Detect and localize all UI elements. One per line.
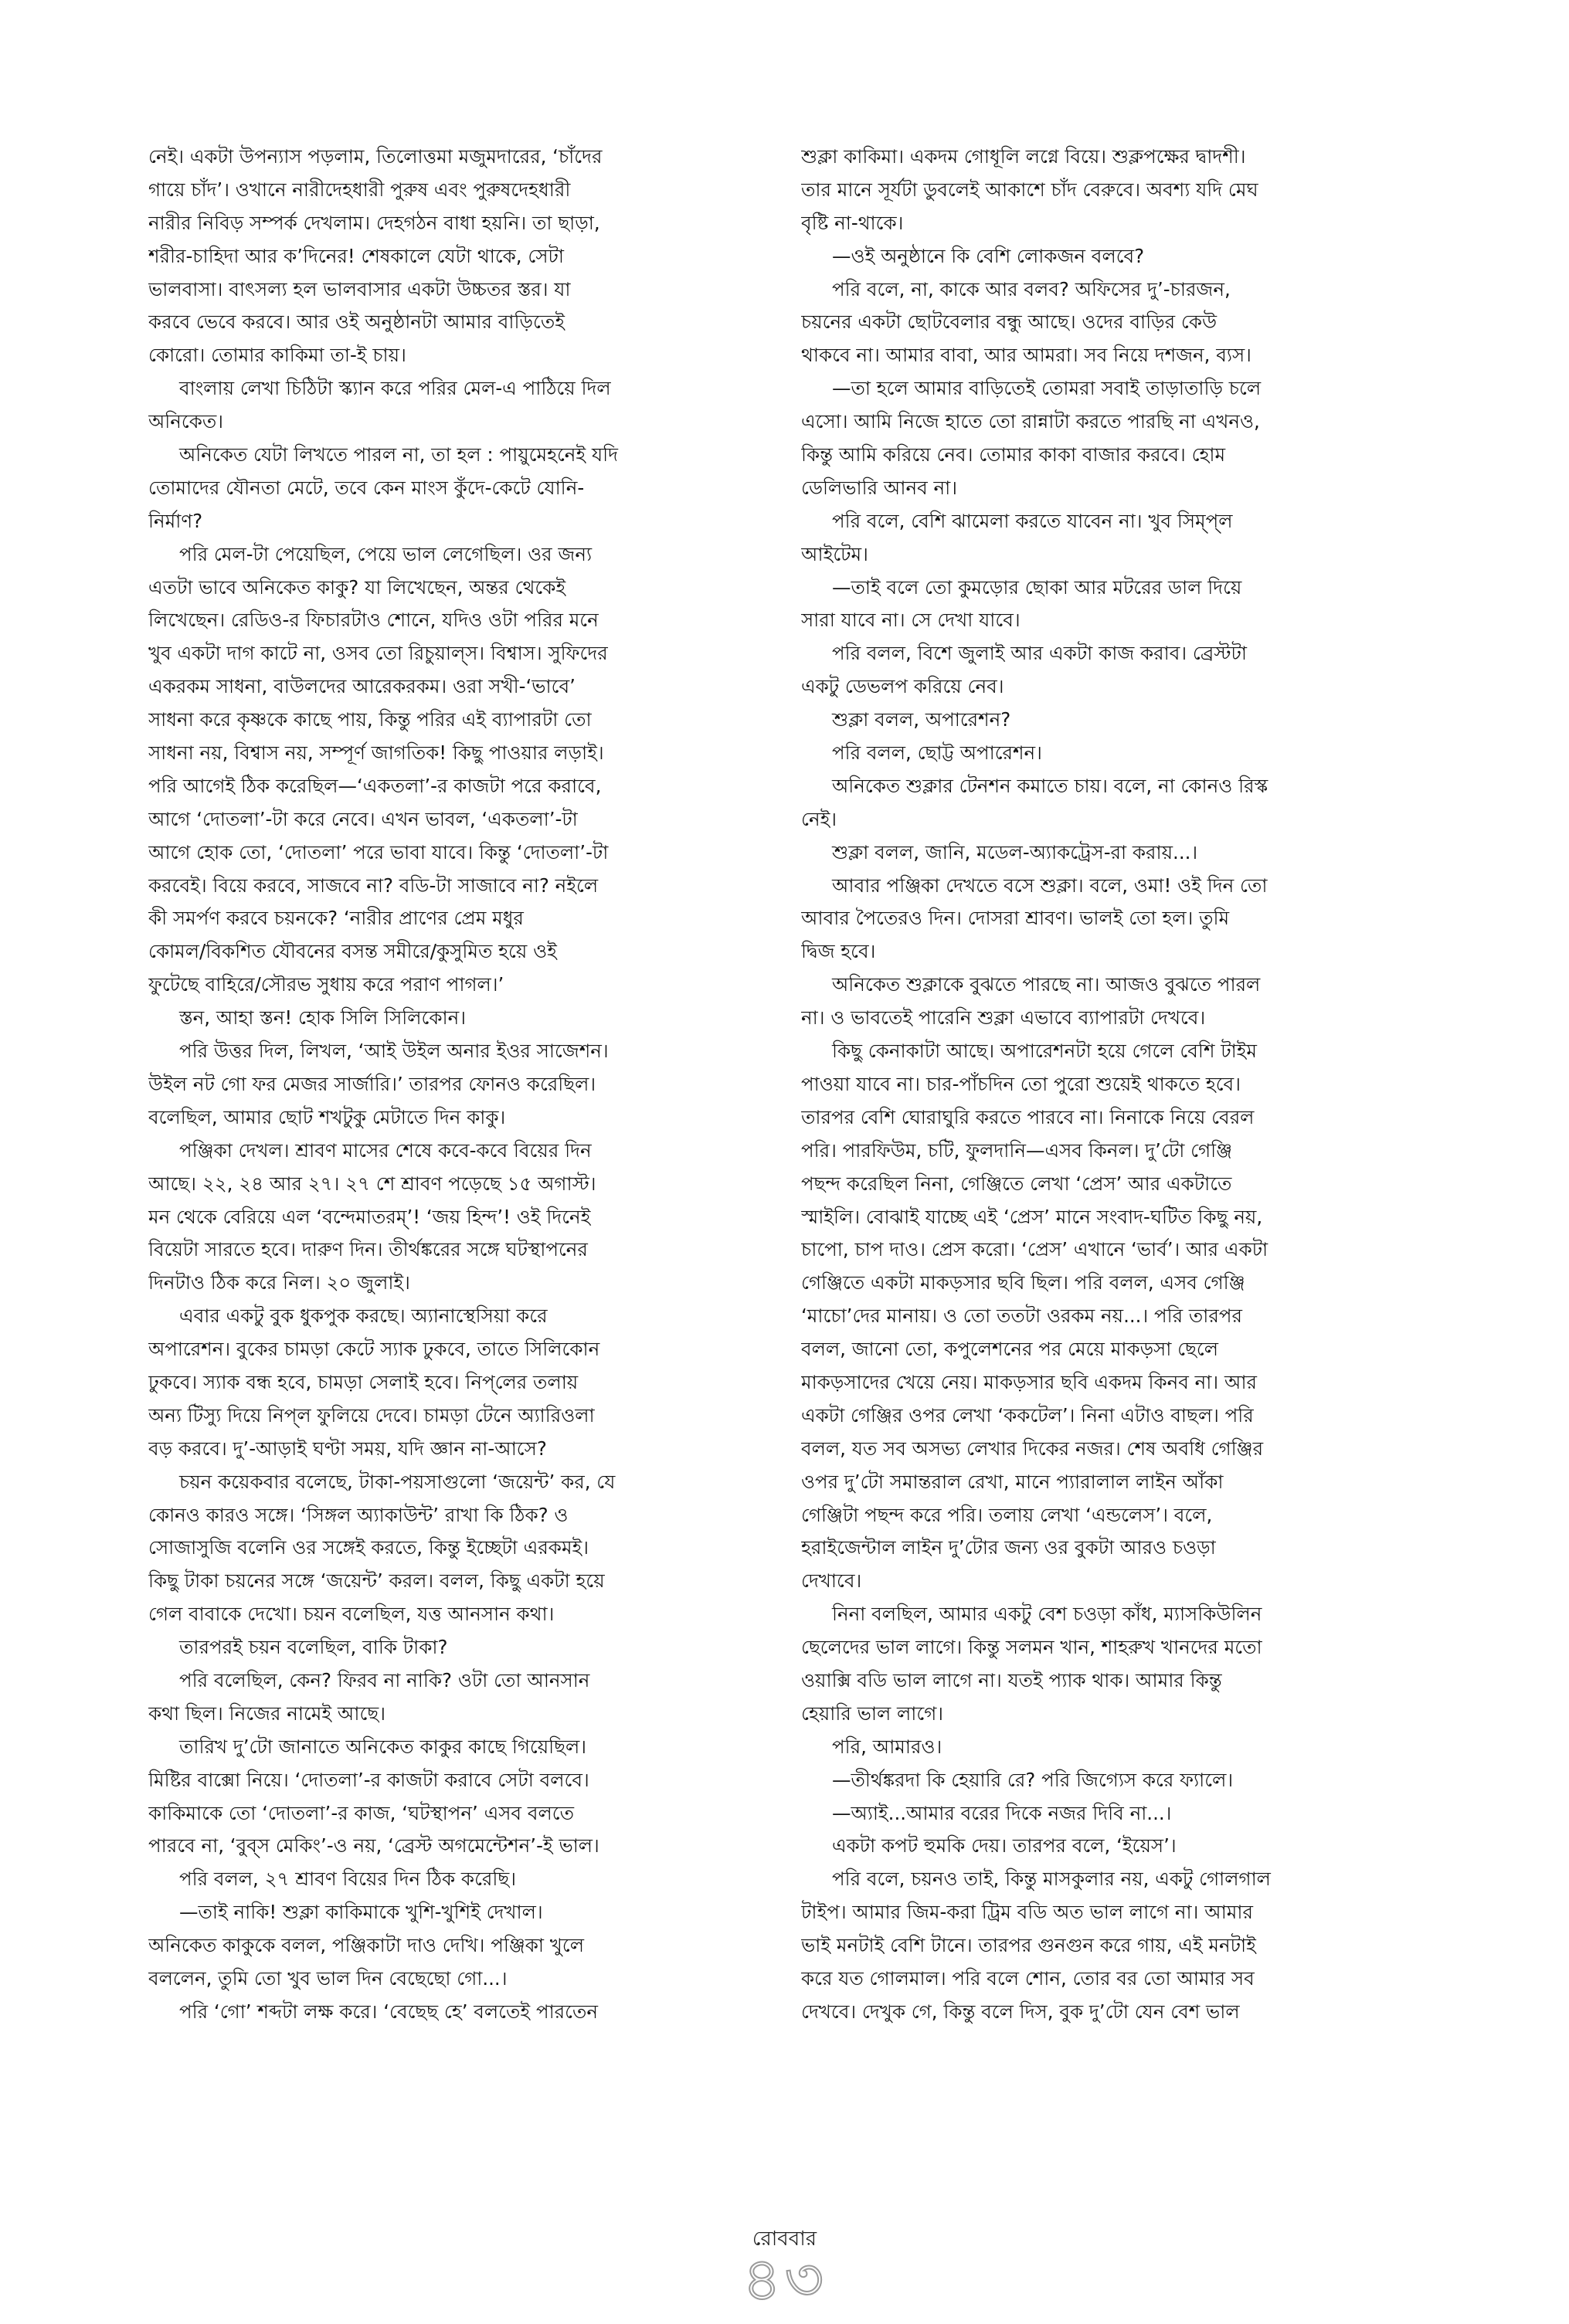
text-line: পরি আগেই ঠিক করেছিল—‘একতলা’-র কাজটা পরে করাবে, [148, 774, 602, 797]
magazine-name: রোববার [752, 2227, 817, 2251]
text-line: পরি বলে, বেশি ঝামেলা করতে যাবেন না। খুব সিম্প্‌ল [832, 509, 1233, 532]
text-line: ওপর দু’টো সমান্তরাল রেখা, মানে প্যারালাল লাইন আঁকা [801, 1470, 1224, 1493]
text-line: করবেই। বিয়ে করবে, সাজবে না? বডি-টা সাজাবে না? নইলে [148, 874, 599, 897]
text-line: পরি। পারফিউম, চটি, ফুলদানি—এসব কিনল। দু’টো গেঞ্জি [801, 1138, 1233, 1162]
text-line: তারপরই চয়ন বলেছিল, বাকি টাকা? [179, 1636, 448, 1659]
left-text-column [148, 141, 735, 2029]
text-line: তার মানে সূর্যটা ডুবলেই আকাশে চাঁদ বেরুবে। অবশ্য যদি মেঘ [801, 178, 1258, 201]
text-line: গেঞ্জিটা পছন্দ করে পরি। তলায় লেখা ‘এন্ডলেস’। বলে, [801, 1503, 1213, 1526]
text-line: চয়নের একটা ছোটবেলার বন্ধু আছে। ওদের বাড়ির কেউ [801, 310, 1218, 334]
text-line: পরি বলে, না, কাকে আর বলব? অফিসের দু’-চারজন, [832, 277, 1231, 300]
text-line: —অ্যাই...আমার বরের দিকে নজর দিবি না...। [832, 1801, 1172, 1824]
text-line: কোমল/বিকশিত যৌবনের বসন্ত সমীরে/কুসুমিত হয়ে ওই [148, 940, 557, 963]
text-line: চাপো, চাপ দাও। প্রেস করো। ‘প্রেস’ এখানে ‘ভার্ব’। আর একটা [801, 1238, 1268, 1261]
text-line: কোনও কারও সঙ্গে। ‘সিঙ্গল অ্যাকাউন্ট’ রাখা কি ঠিক? ও [148, 1503, 569, 1526]
text-line: —তাই বলে তো কুমড়োর ছোকা আর মটরের ডাল দিয়ে [832, 575, 1242, 599]
text-line: ‘মাচো’দের মানায়। ও তো ততটা ওরকম নয়...। পরি তারপর [801, 1304, 1242, 1328]
text-line: পাওয়া যাবে না। চার-পাঁচদিন তো পুরো শুয়েই থাকতে হবে। [801, 1072, 1241, 1095]
text-line: পরি ‘গো’ শব্দটা লক্ষ করে। ‘বেছেছ হে’ বলতেই পারতেন [179, 2000, 599, 2023]
text-line: গেঞ্জিতে একটা মাকড়সার ছবি ছিল। পরি বলল, এসব গেঞ্জি [801, 1271, 1245, 1294]
page-number: ৪৩ [742, 2245, 827, 2315]
text-line: বলেছিল, আমার ছোট শখটুকু মেটাতে দিন কাকু। [148, 1105, 506, 1128]
text-line: নেই। একটা উপন্যাস পড়লাম, তিলোত্তমা মজুমদারের, ‘চাঁদের [148, 145, 603, 168]
text-line: একটু ডেভলপ করিয়ে নেব। [801, 675, 1004, 698]
text-line: মন থেকে বেরিয়ে এল ‘বন্দেমাতরম্’! ‘জয় হিন্দ’! ওই দিনেই [148, 1205, 591, 1228]
text-line: অনিকেত শুক্লাকে বুঝতে পারছে না। আজও বুঝতে পারল [832, 973, 1261, 996]
text-line: টাইপ। আমার জিম-করা ট্রিম বডি অত ভাল লাগে না। আমার [801, 1901, 1253, 1924]
text-line: সোজাসুজি বলেনি ওর সঙ্গেই করতে, কিন্তু ইচ্ছেটা এরকমই। [148, 1536, 589, 1559]
text-line: আবার পৈতেরও দিন। দোসরা শ্রাবণ। ভালই তো হল। তুমি [801, 907, 1230, 930]
text-line: বলল, যত সব অসভ্য লেখার দিকের নজর। শেষ অবধি গেঞ্জির [801, 1437, 1264, 1460]
text-line: পরি বলেছিল, কেন? ফিরব না নাকি? ওটা তো আনসান [179, 1668, 590, 1691]
text-line: পরি বলল, ছোট্ট অপারেশন। [832, 741, 1042, 765]
text-line: বললেন, তুমি তো খুব ভাল দিন বেছেছো গো...। [148, 1966, 508, 1990]
text-line: দ্বিজ হবে। [801, 940, 876, 963]
text-line: —তাই নাকি! শুক্লা কাকিমাকে খুশি-খুশিই দেখাল। [179, 1901, 543, 1924]
text-line: কোরো। তোমার কাকিমা তা-ই চায়। [148, 344, 406, 367]
text-line: এসো। আমি নিজে হাতে তো রান্নাটা করতে পারছি না এখনও, [801, 410, 1260, 433]
text-line: আছে। ২২, ২৪ আর ২৭। ২৭ শে শ্রাবণ পড়েছে ১৫ অগাস্ট। [148, 1172, 596, 1195]
text-line: গেল বাবাকে দেখো। চয়ন বলেছিল, যত্ত আনসান কথা। [148, 1603, 555, 1626]
text-line: পছন্দ করেছিল নিনা, গেঞ্জিতে লেখা ‘প্রেস’ আর একটাতে [801, 1172, 1232, 1195]
text-line: একটা গেঞ্জির ওপর লেখা ‘ককটেল’। নিনা এটাও বাছল। পরি [801, 1403, 1254, 1427]
text-line: হরাইজেন্টাল লাইন দু’টোর জন্য ওর বুকটা আরও চওড়া [801, 1536, 1216, 1559]
text-line: একরকম সাধনা, বাউলদের আরেকরকম। ওরা সখী-‘ভাবে’ [148, 675, 576, 698]
text-line: আইটেম। [801, 542, 868, 565]
text-line: সাধনা নয়, বিশ্বাস নয়, সম্পূর্ণ জাগতিক! কিছু পাওয়ার লড়াই। [148, 741, 604, 765]
text-line: কিছু টাকা চয়নের সঙ্গে ‘জয়েন্ট’ করল। বলল, কিছু একটা হয়ে [148, 1569, 605, 1593]
text-line: অনিকেত যেটা লিখতে পারল না, তা হল : পায়ুমেহনেই যদি [179, 443, 618, 466]
text-line: দিনটাও ঠিক করে নিল। ২০ জুলাই। [148, 1271, 410, 1294]
text-line: স্তন, আহা স্তন! হোক সিলি সিলিকোন। [179, 1006, 467, 1030]
text-line: করে যত গোলমাল। পরি বলে শোন, তোর বর তো আমার সব [801, 1966, 1255, 1990]
text-line: এবার একটু বুক ধুকপুক করছে। অ্যানাস্থেসিয়া করে [179, 1304, 548, 1328]
text-line: —তীর্থঙ্করদা কি হেয়ারি রে? পরি জিগ্যেস করে ফ্যালে। [832, 1768, 1234, 1791]
text-line: কিছু কেনাকাটা আছে। অপারেশনটা হয়ে গেলে বেশি টাইম [832, 1040, 1258, 1063]
text-line: নির্মাণ? [148, 509, 203, 532]
text-line: পারবে না, ‘বুব্স মেকিং’-ও নয়, ‘ব্রেস্ট অগমেন্টেশন’-ই ভাল। [148, 1834, 599, 1858]
text-line: পরি, আমারও। [832, 1735, 942, 1758]
text-line: তারপর বেশি ঘোরাঘুরি করতে পারবে না। নিনাকে নিয়ে বেরল [801, 1105, 1255, 1128]
text-line: তারিখ দু’টো জানাতে অনিকেত কাকুর কাছে গিয়েছিল। [179, 1735, 587, 1758]
text-line: একটা কপট হুমকি দেয়। তারপর বলে, ‘ইয়েস’। [832, 1834, 1177, 1858]
text-line: দেখাবে। [801, 1569, 862, 1593]
text-line: অপারেশন। বুকের চামড়া কেটে স্যাক ঢুকবে, তাতে সিলিকোন [148, 1338, 600, 1361]
text-line: বৃষ্টি না-থাকে। [801, 211, 904, 234]
text-line: স্মাইলি। বোঝাই যাচ্ছে এই ‘প্রেস’ মানে সংবাদ-ঘটিত কিছু নয়, [801, 1205, 1263, 1228]
text-line: গায়ে চাঁদ’। ওখানে নারীদেহধারী পুরুষ এবং পুরুষদেহধারী [148, 178, 571, 201]
text-line: অনিকেত কাকুকে বলল, পঞ্জিকাটা দাও দেখি। পঞ্জিকা খুলে [148, 1934, 584, 1957]
text-line: ওয়াক্সি বডি ভাল লাগে না। যতই প্যাক থাক। আমার কিন্তু [801, 1668, 1222, 1691]
text-line: নারীর নিবিড় সম্পর্ক দেখলাম। দেহগঠন বাধা হয়নি। তা ছাড়া, [148, 211, 600, 234]
text-line: বড় করবে। দু’-আড়াই ঘণ্টা সময়, যদি জ্ঞান না-আসে? [148, 1437, 547, 1460]
text-line: বলল, জানো তো, কপুলেশনের পর মেয়ে মাকড়সা ছেলে [801, 1338, 1219, 1361]
text-line: সাধনা করে কৃষ্ণকে কাছে পায়, কিন্তু পরির এই ব্যাপারটা তো [148, 708, 592, 731]
text-line: —ওই অনুষ্ঠানে কি বেশি লোকজন বলবে? [832, 244, 1145, 267]
text-line: বাংলায় লেখা চিঠিটা স্ক্যান করে পরির মেল-এ পাঠিয়ে দিল [179, 377, 611, 400]
text-line: —তা হলে আমার বাড়িতেই তোমরা সবাই তাড়াতাড়ি চলে [832, 377, 1262, 400]
text-line: আবার পঞ্জিকা দেখতে বসে শুক্লা। বলে, ওমা! ওই দিন তো [832, 874, 1268, 897]
text-line: কাকিমাকে তো ‘দোতলা’-র কাজ, ‘ঘটস্থাপন’ এসব বলতে [148, 1801, 574, 1824]
text-line: মিষ্টির বাক্সো নিয়ে। ‘দোতলা’-র কাজটা করাবে সেটা বলবে। [148, 1768, 589, 1791]
right-text-column [801, 141, 1388, 2029]
text-line: শুক্লা বলল, জানি, মডেল-অ্যাকট্রেস-রা করায়...। [832, 840, 1198, 863]
text-line: থাকবে না। আমার বাবা, আর আমরা। সব নিয়ে দশজন, ব্যস। [801, 344, 1251, 367]
text-line: না। ও ভাবতেই পারেনি শুক্লা এভাবে ব্যাপারটা দেখবে। [801, 1006, 1206, 1030]
text-line: অন্য টিস্যু দিয়ে নিপ্‌ল ফুলিয়ে দেবে। চামড়া টেনে অ্যারিওলা [148, 1403, 595, 1427]
text-line: ডেলিভারি আনব না। [801, 476, 957, 499]
text-line: ছেলেদের ভাল লাগে। কিন্তু সলমন খান, শাহরুখ খানদের মতো [801, 1636, 1262, 1659]
text-line: ফুটেছে বাহিরে/সৌরভ সুধায় করে পরাণ পাগল।’ [148, 973, 504, 996]
text-line: উইল নট গো ফর মেজর সার্জারি।’ তারপর ফোনও করেছিল। [148, 1072, 596, 1095]
text-line: পরি বলল, বিশে জুলাই আর একটা কাজ করাব। ব্রেস্টটা [832, 642, 1247, 665]
text-line: বিয়েটা সারতে হবে। দারুণ দিন। তীর্থঙ্করের সঙ্গে ঘটস্থাপনের [148, 1238, 588, 1261]
text-line: মাকড়সাদের খেয়ে নেয়। মাকড়সার ছবি একদম কিনব না। আর [801, 1370, 1257, 1393]
text-line: অনিকেত। [148, 410, 223, 433]
text-line: পরি বলল, ২৭ শ্রাবণ বিয়ের দিন ঠিক করেছি। [179, 1868, 517, 1891]
text-line: খুব একটা দাগ কাটে না, ওসব তো রিচুয়াল্স। বিশ্বাস। সুফিদের [148, 642, 608, 665]
text-line: পরি উত্তর দিল, লিখল, ‘আই উইল অনার ইওর সাজেশন। [179, 1040, 609, 1063]
text-line: আগে ‘দোতলা’-টা করে নেবে। এখন ভাবল, ‘একতলা’-টা [148, 807, 578, 830]
text-line: পরি মেল-টা পেয়েছিল, পেয়ে ভাল লেগেছিল। ওর জন্য [179, 542, 593, 565]
text-line: দেখবে। দেখুক গে, কিন্তু বলে দিস, বুক দু’টো যেন বেশ ভাল [801, 2000, 1240, 2023]
text-line: আগে হোক তো, ‘দোতলা’ পরে ভাবা যাবে। কিন্তু ‘দোতলা’-টা [148, 840, 609, 863]
text-line: অনিকেত শুক্লার টেনশন কমাতে চায়। বলে, না কোনও রিস্ক [832, 774, 1268, 797]
text-line: ভালবাসা। বাৎসল্য হল ভালবাসার একটা উচ্চতর স্তর। যা [148, 277, 571, 300]
text-line: পরি বলে, চয়নও তাই, কিন্তু মাসকুলার নয়, একটু গোলগাল [832, 1868, 1271, 1891]
text-line: পঞ্জিকা দেখল। শ্রাবণ মাসের শেষে কবে-কবে বিয়ের দিন [179, 1138, 592, 1162]
text-line: কথা ছিল। নিজের নামেই আছে। [148, 1701, 385, 1725]
text-line: ভাই মনটাই বেশি টানে। তারপর গুনগুন করে গায়, এই মনটাই [801, 1934, 1256, 1957]
text-line: শুক্লা বলল, অপারেশন? [832, 708, 1011, 731]
text-line: কী সমর্পণ করবে চয়নকে? ‘নারীর প্রাণের প্রেম মধুর [148, 907, 524, 930]
text-line: কিন্তু আমি করিয়ে নেব। তোমার কাকা বাজার করবে। হোম [801, 443, 1226, 466]
text-line: নেই। [801, 807, 837, 830]
text-line: চয়ন কয়েকবার বলেছে, টাকা-পয়সাগুলো ‘জয়েন্ট’ কর, যে [179, 1470, 616, 1493]
text-line: ঢুকবে। স্যাক বন্ধ হবে, চামড়া সেলাই হবে। নিপ্‌লের তলায় [148, 1370, 579, 1393]
text-line: সারা যাবে না। সে দেখা যাবে। [801, 609, 1021, 632]
text-line: হেয়ারি ভাল লাগে। [801, 1701, 944, 1725]
text-line: লিখেছেন। রেডিও-র ফিচারটাও শোনে, যদিও ওটা পরির মনে [148, 609, 599, 632]
text-line: শুক্লা কাকিমা। একদম গোধূলি লগ্নে বিয়ে। শুক্লপক্ষের দ্বাদশী। [801, 145, 1246, 168]
text-line: করবে ভেবে করবে। আর ওই অনুষ্ঠানটা আমার বাড়িতেই [148, 310, 565, 334]
text-line: এতটা ভাবে অনিকেত কাকু? যা লিখেছেন, অন্তর থেকেই [148, 575, 566, 599]
text-line: তোমাদের যৌনতা মেটে, তবে কেন মাংস কুঁদে-কেটে যোনি- [148, 476, 585, 499]
text-line: শরীর-চাহিদা আর ক’দিনের! শেষকালে যেটা থাকে, সেটা [148, 244, 564, 267]
text-line: নিনা বলছিল, আমার একটু বেশ চওড়া কাঁধ, ম্যাসকিউলিন [832, 1603, 1262, 1626]
